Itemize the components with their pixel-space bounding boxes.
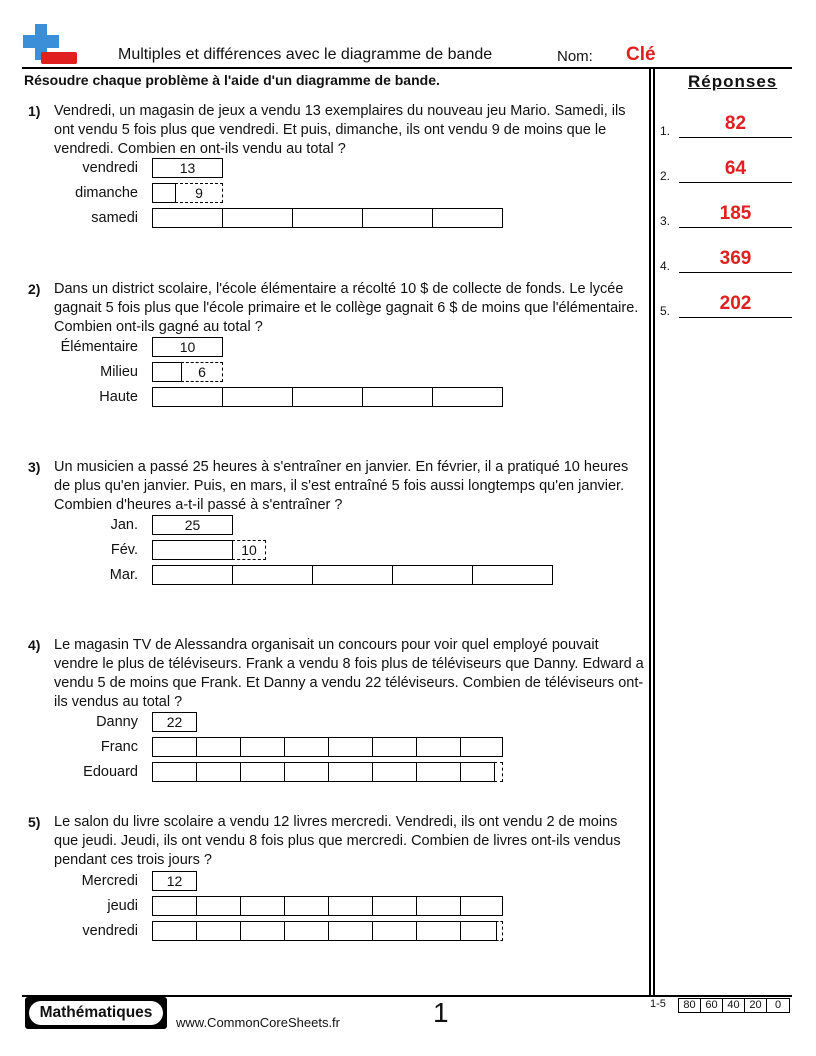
tape-segment [372,762,417,782]
tape-segment [240,896,285,916]
answer-value: 185 [719,203,752,224]
tape-segment [372,737,417,757]
score-cell: 20 [744,998,767,1013]
problem-text: Le salon du livre scolaire a vendu 12 livres mercredi. Vendredi, ils ont vendu 2 de moins que jeudi. Jeudi, ils ont vendu 8 fois plus que mercredi. Combien de livres ont-ils vendus pendant ces trois jours ? [54,814,621,868]
tape-segment [460,762,495,782]
tape-segment [152,387,223,407]
worksheet-title: Multiples et différences avec le diagramme de bande [118,46,493,63]
answer-row-4 [660,249,792,273]
answer-value: 369 [719,248,752,269]
tape-segment [152,565,233,585]
brand-badge [25,997,167,1029]
page-number: 1 [433,997,449,1028]
answer-row-5 [660,294,792,318]
name-label: Nom: [557,48,593,65]
problem-number: 5) [28,814,41,830]
problem-text: Un musicien a passé 25 heures à s'entraîner en janvier. En février, il a pratiqué 10 heures de plus qu'en janvier. Puis, en mars, il s'est entraîné 5 fois aussi longtemps qu'en janvier. Combien d'heures a-t-il passé à s'entraîner ? [54,459,629,513]
tape-segment [152,362,182,382]
tape-label: Danny [96,714,138,730]
answer-row-1 [660,114,792,138]
answer-value: 64 [724,158,747,179]
score-cell: 40 [722,998,745,1013]
tape-label: dimanche [75,185,138,201]
tape-difference: 6 [181,362,223,382]
problem-text: Vendredi, un magasin de jeux a vendu 13 exemplaires du nouveau jeu Mario. Samedi, ils ont vendu 5 fois plus que vendredi. Et puis, dimanche, ils ont vendu 9 de moins que le vendredi. Combien en ont-ils vendu au total ? [54,103,626,157]
tape-segment [240,762,285,782]
tape-segment [222,208,293,228]
tape-segment: 10 [152,337,223,357]
tape-label: Mar. [109,567,138,583]
tape-segment [196,896,241,916]
tape-segment [240,921,285,941]
column-divider-left [649,69,651,995]
answer-number: 4. [660,259,671,273]
tape-segment [460,921,497,941]
answer-value: 202 [719,293,752,314]
tape-difference: 10 [232,540,266,560]
answer-line [679,272,792,273]
tape-segment [416,762,461,782]
answer-row-2 [660,159,792,183]
tape-segment [196,921,241,941]
answer-line [679,182,792,183]
tape-segment [232,565,313,585]
tape-segment [328,896,373,916]
tape-segment [372,896,417,916]
tape-segment [152,762,197,782]
tape-label: vendredi [82,160,138,176]
tape-segment [472,565,553,585]
tape-segment: 13 [152,158,223,178]
tape-label: Jan. [110,517,138,533]
tape-label: vendredi [82,923,138,939]
column-divider-right [653,69,655,995]
tape-segment [312,565,393,585]
problem-number: 4) [28,637,41,653]
answer-line [679,227,792,228]
tape-segment [292,208,363,228]
tape-label: Haute [99,389,138,405]
tape-segment: 22 [152,712,197,732]
score-range-label: 1-5 [650,998,666,1010]
tape-segment [196,762,241,782]
tape-segment [152,896,197,916]
answer-value: 82 [724,113,747,134]
tape-label: Mercredi [81,873,138,889]
problem-number: 1) [28,103,41,119]
tape-segment [392,565,473,585]
tape-segment [460,896,503,916]
problem-number: 2) [28,281,41,297]
answers-title: Réponses [688,72,778,91]
tape-segment [240,737,285,757]
tape-segment [152,737,197,757]
tape-segment [222,387,293,407]
problem-number: 3) [28,459,41,475]
brand-label: Mathématiques [29,1001,163,1025]
tape-segment [372,921,417,941]
header-rule [22,67,792,69]
answer-line [679,317,792,318]
tape-label: jeudi [107,898,138,914]
tape-segment [362,208,433,228]
tape-segment [328,762,373,782]
tape-label: Edouard [83,764,138,780]
tape-segment [432,208,503,228]
instructions: Résoudre chaque problème à l'aide d'un diagramme de bande. [24,72,440,88]
tape-segment [416,737,461,757]
tape-difference [494,762,503,782]
tape-difference: 9 [175,183,223,203]
tape-label: Milieu [100,364,138,380]
tape-segment [416,921,461,941]
tape-segment [460,737,503,757]
tape-segment [284,737,329,757]
tape-segment [284,921,329,941]
tape-segment [152,921,197,941]
score-cell: 60 [700,998,723,1013]
answer-number: 5. [660,304,671,318]
tape-label: Élémentaire [60,339,138,355]
tape-segment [292,387,363,407]
tape-segment [416,896,461,916]
tape-segment [152,183,176,203]
tape-difference [496,921,503,941]
tape-segment [284,762,329,782]
tape-segment: 12 [152,871,197,891]
tape-segment [328,737,373,757]
tape-label: Franc [100,739,138,755]
answer-number: 3. [660,214,671,228]
site-url: www.CommonCoreSheets.fr [176,1015,340,1030]
score-cell: 80 [678,998,701,1013]
tape-segment [152,208,223,228]
tape-segment [432,387,503,407]
tape-segment [362,387,433,407]
problem-text: Le magasin TV de Alessandra organisait un concours pour voir quel employé pouvait vendre le plus de téléviseurs. Frank a vendu 8 fois plus de téléviseurs que Danny. Edward a vendu 5 de moins que Frank. Et Danny a vendu 22 téléviseurs. Combien de téléviseurs ont-ils vendus au total ? [54,637,644,710]
answer-number: 1. [660,124,671,138]
tape-segment: 25 [152,515,233,535]
tape-label: Fév. [110,542,138,558]
score-cell: 0 [766,998,790,1013]
answer-row-3 [660,204,792,228]
answer-number: 2. [660,169,671,183]
answer-line [679,137,792,138]
answer-key-label: Clé [626,44,656,65]
logo-icon [22,24,80,66]
tape-segment [328,921,373,941]
problem-text: Dans un district scolaire, l'école élémentaire a récolté 10 $ de collecte de fonds. Le lycée gagnait 5 fois plus que l'école primaire et le collège gagnait 6 $ de moins que l'élémentaire. Combien ont-ils gagné au total ? [54,281,639,335]
tape-segment [152,540,233,560]
tape-label: samedi [91,210,138,226]
tape-segment [196,737,241,757]
tape-segment [284,896,329,916]
